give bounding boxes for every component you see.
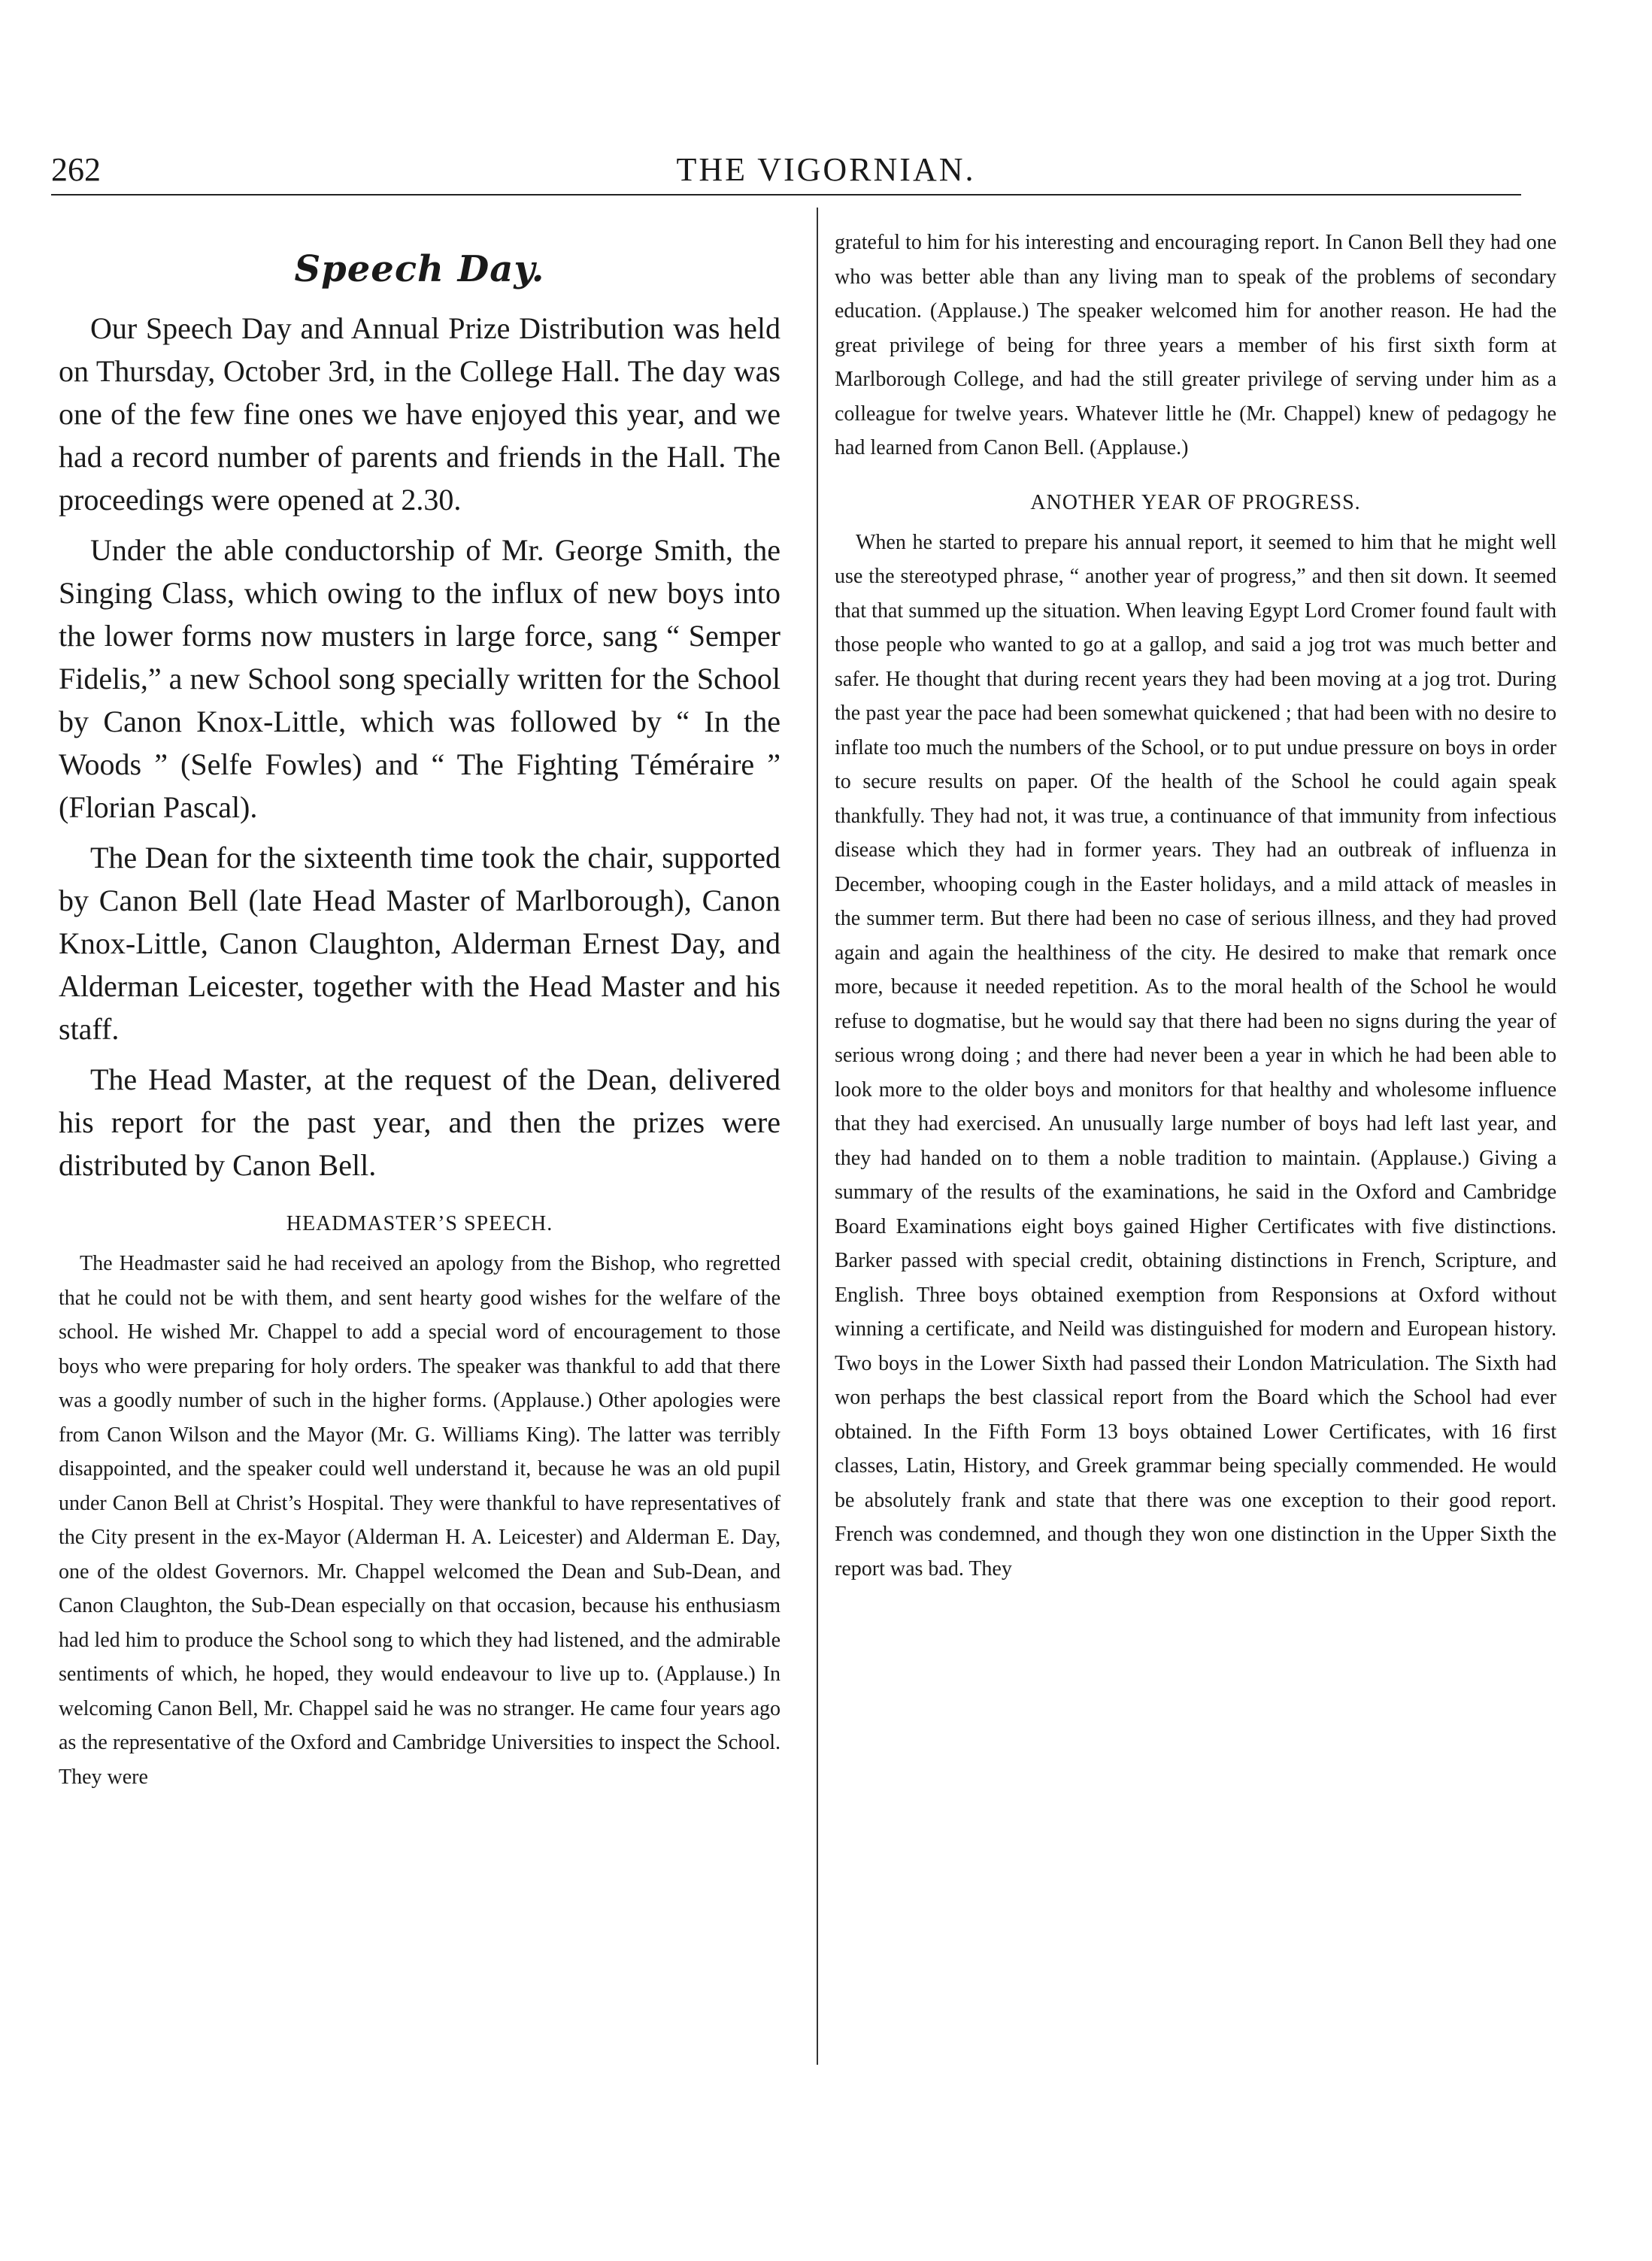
page-number: 262 [51,151,101,188]
right-column [835,226,1557,2090]
body-paragraph: The Headmaster said he had received an apology from the Bishop, who regretted that he could not be with them, and sent hearty good wishes for the welfare of the school. He wished Mr. Chappel to add a special word of encouragement to those boys who were preparing for holy orders. The speaker was thankful to add that there was a goodly number of such in the higher forms. (Applause.) Other apologies were from Canon Wilson and the Mayor (Mr. G. Williams King). The latter was terribly disappointed, and the speaker could well understand it, because he was an old pupil under Canon Bell at Christ’s Hospital. They were thankful to have representatives of the City present in the ex-Mayor (Alderman H. A. Leicester) and Alderman E. Day, one of the oldest Governors. Mr. Chappel welcomed the Dean and Sub-Dean, and Canon Claughton, the Sub-Dean especially on that occasion, because his enthusiasm had led him to produce the School song to which they had listened, and the admirable sentiments of which, he hoped, they would endeavour to live up to. (Applause.) In welcoming Canon Bell, Mr. Chappel said he was no stranger. He came four years ago as the representative of the Oxford and Cambridge Universities to inspect the School. They were [59,1252,781,1789]
intro-paragraph: The Head Master, at the request of the Dean, delivered his report for the past year, and then the prizes were distributed by Canon Bell. [59,1062,781,1182]
left-column [59,226,781,2090]
column-divider [817,208,818,2065]
intro-paragraph: Under the able conductorship of Mr. George Smith, the Singing Class, which owing to the influx of new boys into the lower forms now musters in large force, sang “ Semper Fidelis,” a new School song specially written for the School by Canon Knox-Little, which was followed by “ In the Woods ” (Selfe Fowles) and “ The Fighting Téméraire ” (Florian Pascal). [59,533,781,824]
headmaster-speech-body [59,1247,781,1794]
intro-paragraph: The Dean for the sixteenth time took the chair, supported by Canon Bell (late Head Master of Marlborough), Canon Knox-Little, Canon Claughton, Alderman Ernest Day, and Alderman Leicester, together with the Head Master and his staff. [59,841,781,1046]
intro-paragraph: Our Speech Day and Annual Prize Distribution was held on Thursday, October 3rd, in the College Hall. The day was one of the few fine ones we have enjoyed this year, and we had a record number of parents and friends in the Hall. The proceedings were opened at 2.30. [59,311,781,517]
headmaster-speech-continued [835,226,1557,465]
article-title: Speech Day. [294,248,545,290]
article-intro [59,307,781,1187]
headmaster-speech-heading: HEADMASTER’S SPEECH. [286,1212,553,1235]
progress-body [835,526,1557,1587]
body-paragraph: grateful to him for his interesting and encouraging report. In Canon Bell they had one who was better able than any living man to speak of the problems of secondary education. (Applause.) The speaker welcomed him for another reason. He had the great privilege of being for three years a member of his first sixth form at Marlborough College, and had the still greater privilege of serving under him as a colleague for twelve years. Whatever little he (Mr. Chappel) knew of pedagogy he had learned from Canon Bell. (Applause.) [835,231,1557,459]
header-rule [51,194,1521,195]
body-paragraph: When he started to prepare his annual report, it seemed to him that he might well use the stereotyped phrase, “ another year of progress,” and then sit down. It seemed that that summed up the situation. When leaving Egypt Lord Cromer found fault with those people who wanted to go at a gallop, and said a jog trot was much better and safer. He thought that during recent years they had been moving at a jog trot. During the past year the pace had been somewhat quickened ; that had been with no desire to inflate too much the numbers of the School, or to put undue pressure on boys in order to secure results on paper. Of the health of the School he could again speak thankfully. They had not, it was true, a continuance of that immunity from infectious disease which they had in former years. They had an outbreak of influenza in December, whooping cough in the Easter holidays, and a mild attack of measles in the summer term. But there had been no case of serious illness, and they had proved again and again the healthiness of the city. He desired to make that remark once more, because it needed repetition. As to the moral health of the School he would refuse to dogmatise, but he would say that there had been no signs during the year of serious wrong doing ; and there had never been a year in which he had been able to look more to the older boys and monitors for that healthy and wholesome influence that they had exercised. An unusually large number of boys had left last year, and they had handed on to them a noble tradition to maintain. (Applause.) Giving a summary of the results of the examinations, he said in the Oxford and Cambridge Board Examinations eight boys gained Higher Certificates with five distinctions. Barker passed with special credit, obtaining distinctions in French, Scripture, and English. Three boys obtained exemption from Responsions at Oxford without winning a certificate, and Neild was distinguished for modern and European history. Two boys in the Lower Sixth had passed their London Matriculation. The Sixth had won perhaps the best classical report from the Board which the School had ever obtained. In the Fifth Form 13 boys obtained Lower Certificates, with 16 first classes, Latin, History, and Greek grammar being specially commended. He would be absolutely frank and state that there was one exception to their good report. French was condemned, and though they won one distinction in the Upper Sixth the report was bad. They [835,530,1557,1581]
progress-heading: ANOTHER YEAR OF PROGRESS. [1030,490,1361,514]
journal-title: THE VIGORNIAN. [676,151,976,188]
